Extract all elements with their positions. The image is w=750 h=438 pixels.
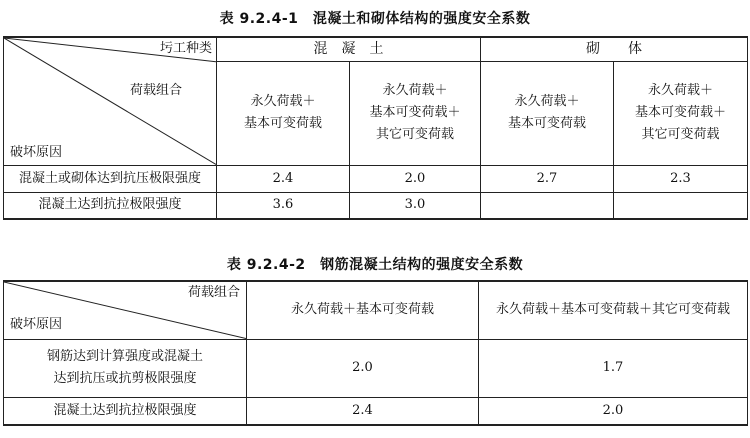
subheader-concrete-basic	[217, 61, 350, 165]
table-row	[4, 339, 748, 397]
table-cell: 2.0	[350, 165, 481, 192]
group-header-masonry: 砌 体	[481, 37, 748, 61]
subheader-line: 基本可变荷载	[243, 116, 322, 131]
table-row	[4, 397, 748, 425]
row-label: 混凝土或砌体达到抗压极限强度	[4, 165, 217, 192]
subheader-line: 基本可变荷载	[507, 116, 586, 131]
subheader-line: 其它可变荷载	[641, 127, 720, 142]
subheader-line: 永久荷载＋	[382, 83, 448, 98]
table-cell: 1.7	[479, 339, 748, 397]
subheader-line: 永久荷载＋	[250, 94, 316, 109]
subheader-concrete-other	[350, 61, 481, 165]
table-cell: 2.0	[479, 397, 748, 425]
table-cell: 2.0	[247, 339, 479, 397]
table-cell: 2.4	[247, 397, 479, 425]
masonry-type-label: 圬工种类	[159, 41, 212, 56]
subheader-masonry-basic	[481, 61, 614, 165]
table-cell	[614, 192, 748, 219]
failure-cause-label: 破坏原因	[10, 316, 63, 332]
table-cell: 2.4	[217, 165, 350, 192]
row-label-line: 达到抗压或抗剪极限强度	[53, 371, 197, 386]
table-cell: 2.3	[614, 165, 748, 192]
subheader-line: 永久荷载＋	[647, 83, 713, 98]
row-label: 混凝土达到抗拉极限强度	[4, 192, 217, 219]
table1-caption: 表 9.2.4-1 混凝土和砌体结构的强度安全系数	[219, 11, 531, 27]
group-header-concrete: 混 凝 土	[217, 37, 481, 61]
table1-header-diagonal-cell	[4, 37, 217, 165]
table-cell: 2.7	[481, 165, 614, 192]
column-header-basic: 永久荷载＋基本可变荷载	[247, 281, 479, 339]
column-header-other: 永久荷载＋基本可变荷载＋其它可变荷载	[479, 281, 748, 339]
table-cell: 3.0	[350, 192, 481, 219]
failure-cause-label: 破坏原因	[10, 144, 63, 160]
subheader-line: 基本可变荷载＋	[634, 105, 726, 120]
load-combination-label: 荷载组合	[129, 83, 182, 98]
table2-header-diagonal-cell	[4, 281, 247, 339]
table-row	[4, 192, 748, 219]
table-cell	[481, 192, 614, 219]
safety-factor-table-reinforced-concrete	[3, 280, 748, 426]
subheader-masonry-other	[614, 61, 748, 165]
safety-factor-table-concrete-masonry	[3, 36, 748, 220]
row-label: 混凝土达到抗拉极限强度	[4, 397, 247, 425]
table-row	[4, 165, 748, 192]
row-label-line: 钢筋达到计算强度或混凝土	[46, 349, 203, 364]
subheader-line: 永久荷载＋	[514, 94, 580, 109]
row-label	[4, 339, 247, 397]
load-combination-label: 荷载组合	[187, 285, 240, 300]
subheader-line: 基本可变荷载＋	[369, 105, 461, 120]
subheader-line: 其它可变荷载	[375, 127, 454, 142]
table2-caption: 表 9.2.4-2 钢筋混凝土结构的强度安全系数	[226, 257, 524, 273]
table-cell: 3.6	[217, 192, 350, 219]
